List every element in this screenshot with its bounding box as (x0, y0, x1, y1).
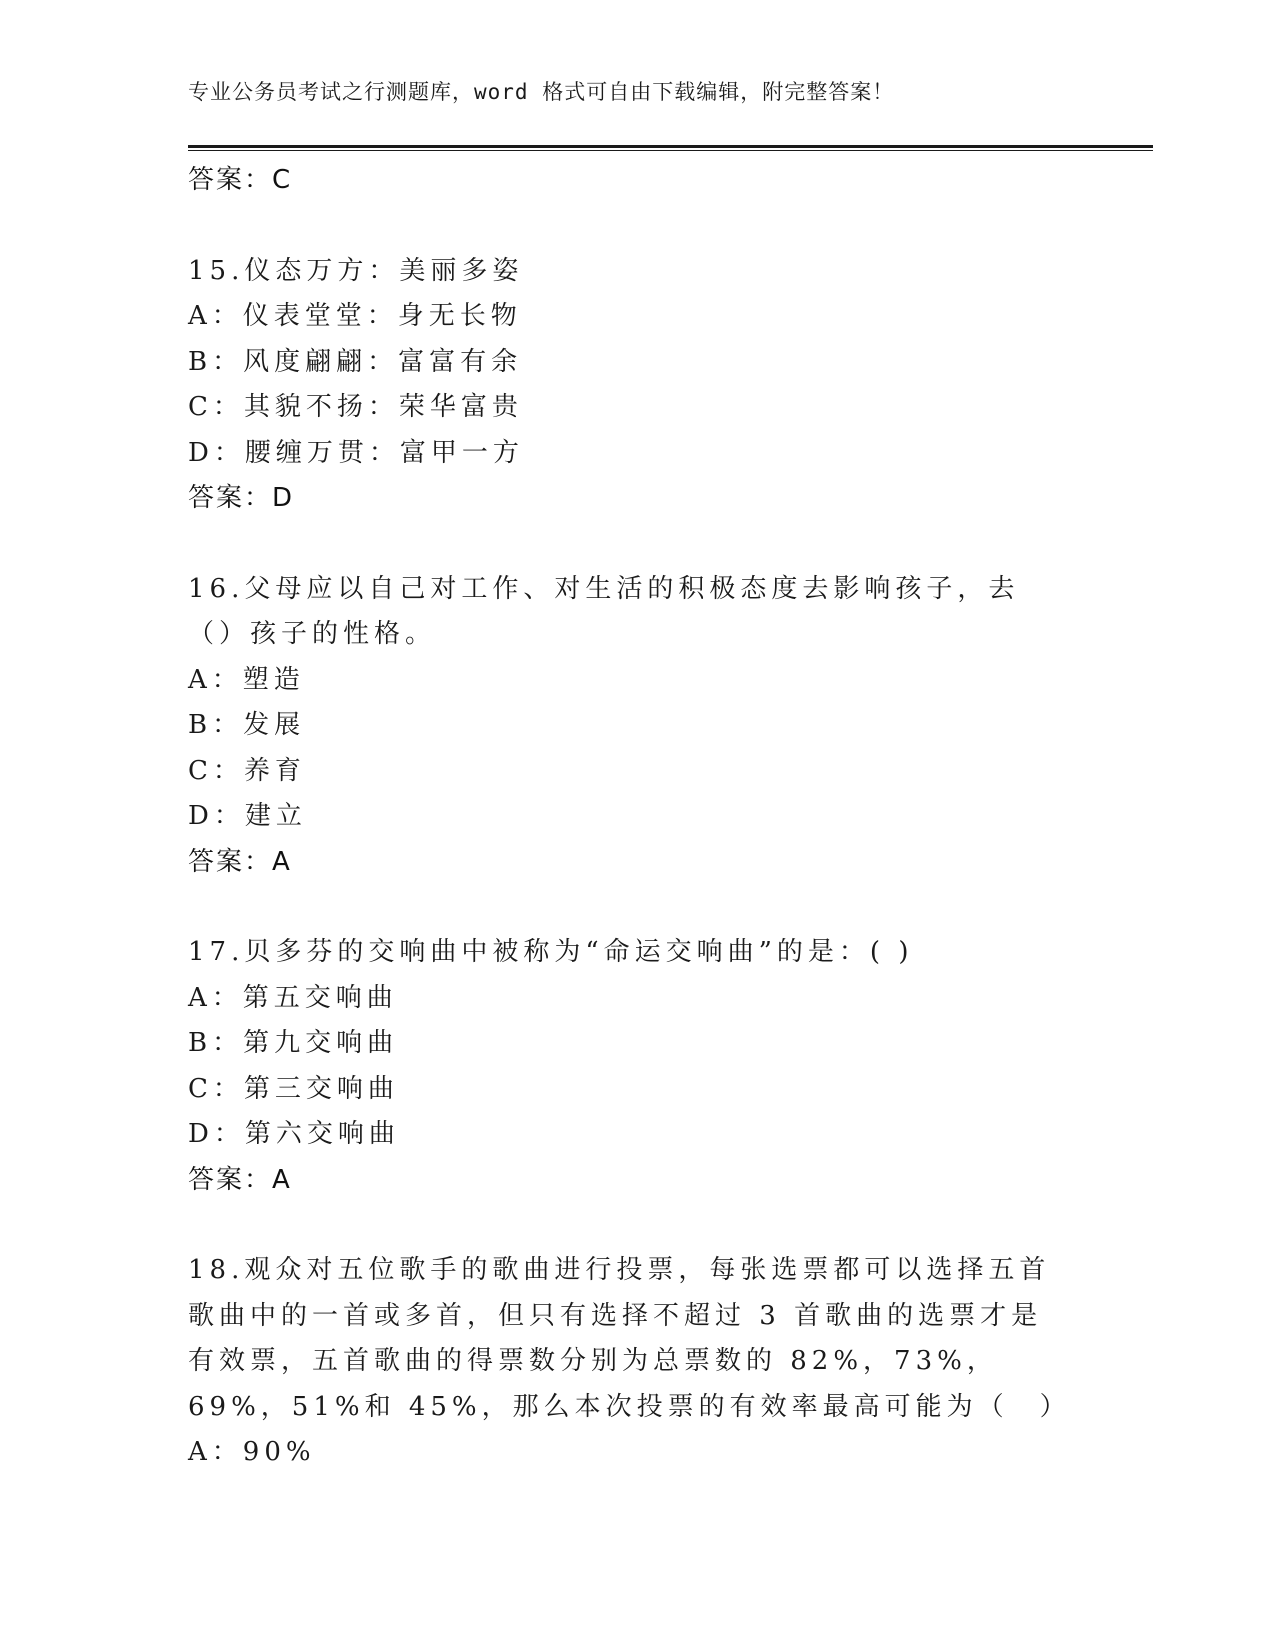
spacer (188, 204, 1088, 249)
question-stem: 18.观众对五位歌手的歌曲进行投票，每张选票都可以选择五首歌曲中的一首或多首，但只有选择不超过 3 首歌曲的选票才是有效票，五首歌曲的得票数分别为总票数的 82%，73%，69%，51%和 45%，那么本次投票的有效率最高可能为（ ） (188, 1255, 1071, 1422)
option-c: C：其貌不扬：荣华富贵 (188, 392, 523, 422)
option-b: B：风度翩翩：富富有余 (188, 346, 523, 377)
option-a: A：第五交响曲 (188, 982, 398, 1013)
question-stem: 16.父母应以自己对工作、对生活的积极态度去影响孩子，去（）孩子的性格。 (188, 573, 1020, 649)
header-divider (188, 145, 1153, 148)
question-15 (188, 249, 1088, 522)
spacer (188, 885, 1088, 930)
answer: 答案：A (188, 846, 292, 877)
spacer (188, 522, 1088, 567)
spacer (188, 1203, 1088, 1248)
option-a: A：塑造 (188, 664, 305, 695)
answer: 答案：D (188, 483, 295, 513)
previous-answer: 答案：C (188, 165, 293, 195)
question-16 (188, 567, 1088, 886)
question-stem: 15.仪态万方：美丽多姿 (188, 255, 524, 286)
question-stem: 17.贝多芬的交响曲中被称为“命运交响曲”的是：( ) (188, 937, 914, 967)
option-d: D：腰缠万贯：富甲一方 (188, 437, 524, 468)
option-b: B：发展 (188, 710, 306, 740)
option-c: C：养育 (188, 755, 306, 786)
header-divider-thin (188, 150, 1153, 151)
option-d: D：第六交响曲 (188, 1119, 400, 1149)
option-d: D：建立 (188, 801, 307, 831)
option-a: A：90% (188, 1437, 316, 1467)
question-17 (188, 930, 1088, 1203)
question-18 (188, 1248, 1088, 1476)
answer: 答案：A (188, 1164, 292, 1195)
option-a: A：仪表堂堂：身无长物 (188, 301, 522, 331)
question-list (188, 158, 1088, 1476)
option-c: C：第三交响曲 (188, 1073, 399, 1104)
option-b: B：第九交响曲 (188, 1028, 399, 1058)
page-header: 专业公务员考试之行测题库，word 格式可自由下载编辑，附完整答案！ (188, 80, 895, 104)
